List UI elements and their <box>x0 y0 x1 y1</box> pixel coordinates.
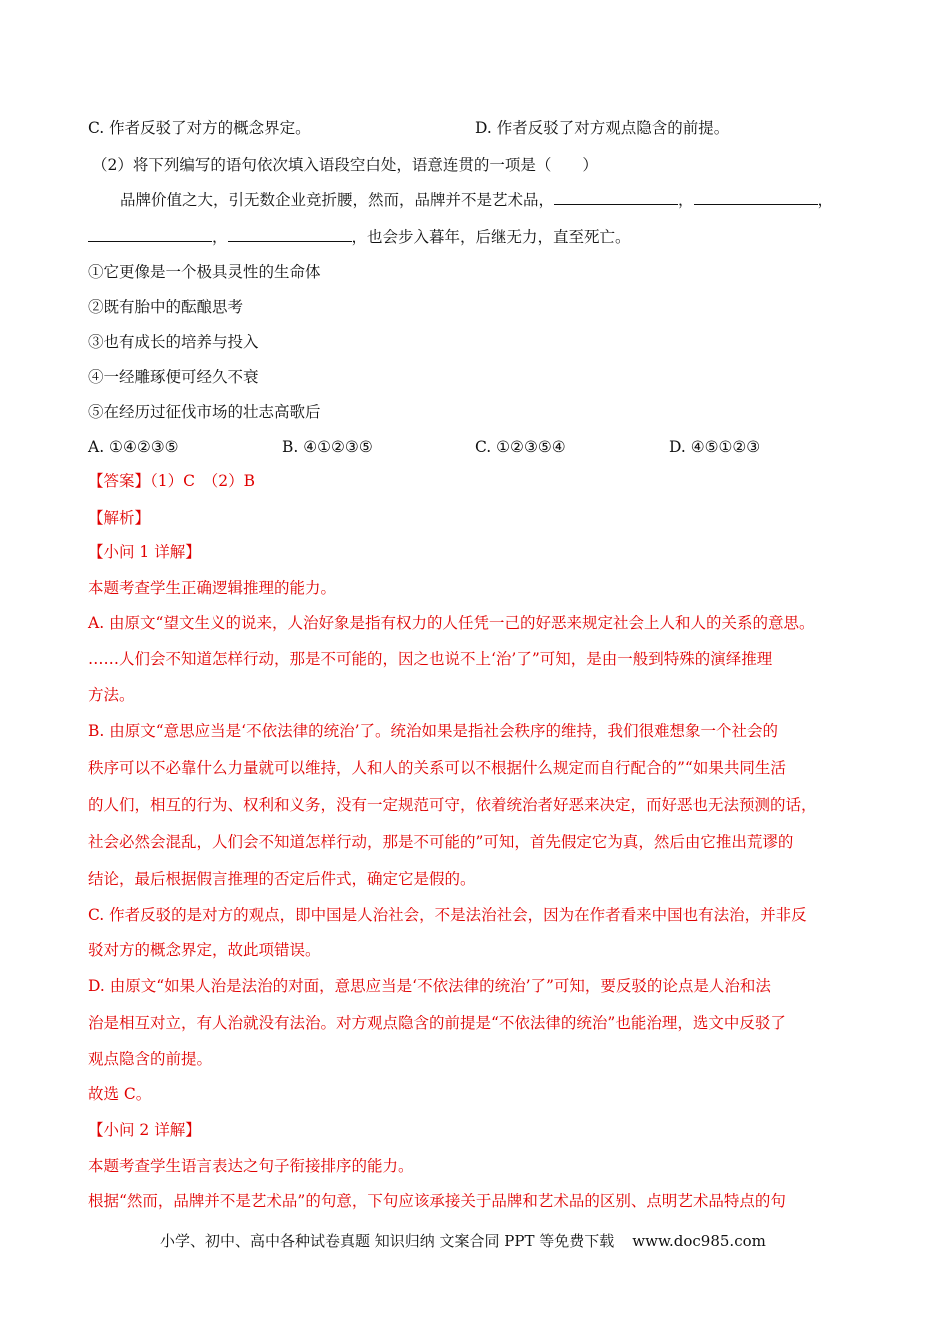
q2-passage-start: 品牌价值之大，引无数企业竞折腰，然而，品牌并不是艺术品， <box>120 191 555 209</box>
q1-option-c: C. 作者反驳了对方的概念界定。 <box>88 119 311 137</box>
sub2-line: 根据“然而，品牌并不是艺术品”的句意，下句应该承接关于品牌和艺术品的区别、点明艺术品特点的句 <box>88 1192 786 1210</box>
q2-stem: （2）将下列编写的语句依次填入语段空白处，语意连贯的一项是（ ） <box>92 156 598 174</box>
sub1-line: 观点隐含的前提。 <box>88 1050 213 1068</box>
q2-item-5: ⑤在经历过征伐市场的壮志高歌后 <box>88 403 321 421</box>
comma: ， <box>212 228 228 246</box>
sub1-intro: 本题考查学生正确逻辑推理的能力。 <box>88 579 337 597</box>
analysis-heading: 【解析】 <box>88 509 151 527</box>
footer-url[interactable]: www.doc985.com <box>632 1232 766 1250</box>
footer-text: 小学、初中、高中各种试卷真题 知识归纳 文案合同 PPT 等免费下载 <box>160 1232 615 1250</box>
q2-option-b: B. ④①②③⑤ <box>282 438 373 456</box>
sub1-line: 秩序可以不必靠什么力量就可以维持，人和人的关系可以不根据什么规定而自行配合的”“如果共同生活 <box>88 759 786 777</box>
q2-option-d: D. ④⑤①②③ <box>669 438 761 456</box>
blank-3 <box>88 227 212 242</box>
sub1-line: C. 作者反驳的是对方的观点，即中国是人治社会，不是法治社会，因为在作者看来中国也有法治，并非反 <box>88 906 807 924</box>
q2-item-3: ③也有成长的培养与投入 <box>88 333 259 351</box>
sub1-line: ……人们会不知道怎样行动，那是不可能的，因之也说不上‘治’了”可知，是由一般到特殊的演绎推理 <box>88 650 773 668</box>
q1-option-d: D. 作者反驳了对方观点隐含的前提。 <box>475 119 730 137</box>
q2-passage-line1 <box>120 189 833 211</box>
q2-item-1: ①它更像是一个极具灵性的生命体 <box>88 263 321 281</box>
q2-item-2: ②既有胎中的酝酿思考 <box>88 298 244 316</box>
sub1-line: 驳对方的概念界定，故此项错误。 <box>88 941 321 959</box>
blank-4 <box>228 227 352 242</box>
sub1-heading: 【小问 1 详解】 <box>88 543 201 561</box>
q2-item-4: ④一经雕琢便可经久不衰 <box>88 368 259 386</box>
answer-line: 【答案】（1）C （2）B <box>88 472 255 490</box>
sub1-line: 的人们，相互的行为、权利和义务，没有一定规范可守，依着统治者好恶来决定，而好恶也无法预测的话， <box>88 796 817 814</box>
sub1-line: 治是相互对立，有人治就没有法治。对方观点隐含的前提是“不依法律的统治”也能治理，选文中反驳了 <box>88 1014 786 1032</box>
blank-1 <box>554 190 678 205</box>
page-footer <box>160 1230 766 1251</box>
q2-passage-line2 <box>88 226 631 248</box>
sub2-heading: 【小问 2 详解】 <box>88 1121 201 1139</box>
sub1-line: D. 由原文“如果人治是法治的对面，意思应当是‘不依法律的统治’了”可知，要反驳的论点是人治和法 <box>88 977 771 995</box>
sub1-line: 方法。 <box>88 686 135 704</box>
q2-option-c: C. ①②③⑤④ <box>475 438 566 456</box>
sub2-intro: 本题考查学生语言表达之句子衔接排序的能力。 <box>88 1157 414 1175</box>
sub1-conclusion: 故选 C。 <box>88 1085 152 1103</box>
comma: ， <box>817 191 834 209</box>
q2-option-a: A. ①④②③⑤ <box>88 438 179 456</box>
sub1-line: 社会必然会混乱，人们会不知道怎样行动，那是不可能的”可知，首先假定它为真，然后由它推出荒谬的 <box>88 833 794 851</box>
sub1-line: B. 由原文“意思应当是‘不依法律的统治’了。统治如果是指社会秩序的维持，我们很难想象一个社会的 <box>88 722 779 740</box>
sub1-line: A. 由原文“望文生义的说来，人治好象是指有权力的人任凭一己的好恶来规定社会上人和人的关系的意思。 <box>88 614 815 632</box>
blank-2 <box>694 190 818 205</box>
sub1-line: 结论，最后根据假言推理的否定后件式，确定它是假的。 <box>88 870 476 888</box>
q2-passage-end: ，也会步入暮年，后继无力，直至死亡。 <box>351 228 631 246</box>
comma: ， <box>678 191 694 209</box>
